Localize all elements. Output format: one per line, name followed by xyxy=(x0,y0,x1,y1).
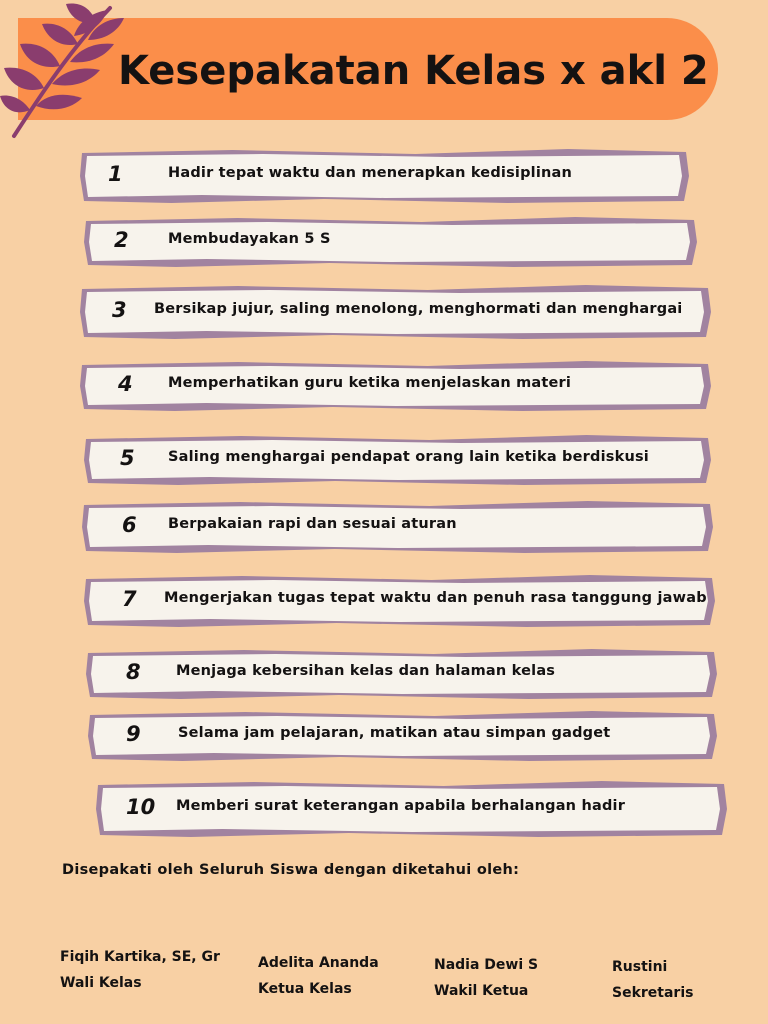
rule-item xyxy=(82,500,714,554)
rule-number: 7 xyxy=(122,587,137,611)
rule-text: Menjaga kebersihan kelas dan halaman kelas xyxy=(176,663,556,679)
rule-text: Berpakaian rapi dan sesuai aturan xyxy=(168,516,457,532)
page-title: Kesepakatan Kelas x akl 2 xyxy=(118,48,709,94)
rule-item xyxy=(84,434,712,486)
signatory-name: Adelita Ananda xyxy=(258,955,379,971)
rule-item xyxy=(88,710,718,762)
signatory-ketua-kelas xyxy=(258,950,379,1002)
signatory-role: Sekretaris xyxy=(612,985,694,1001)
signatory-name: Fiqih Kartika, SE, Gr xyxy=(60,949,220,965)
rule-number: 4 xyxy=(118,372,133,396)
rule-text: Memberi surat keterangan apabila berhalangan hadir xyxy=(176,798,626,814)
rule-text: Saling menghargai pendapat orang lain ketika berdiskusi xyxy=(168,449,649,465)
rule-item xyxy=(80,148,690,204)
rule-number: 9 xyxy=(126,722,141,746)
leaf-branch-icon xyxy=(0,0,130,140)
signatory-role: Wakil Ketua xyxy=(434,983,529,999)
signatory-name: Nadia Dewi S xyxy=(434,957,539,973)
rule-item xyxy=(84,574,716,628)
rule-number: 3 xyxy=(112,298,127,322)
agreement-note: Disepakati oleh Seluruh Siswa dengan diketahui oleh: xyxy=(62,862,520,878)
signatory-role: Ketua Kelas xyxy=(258,981,352,997)
rule-text: Mengerjakan tugas tepat waktu dan penuh rasa tanggung jawab xyxy=(164,590,707,606)
rule-item xyxy=(86,648,718,700)
rule-number: 1 xyxy=(108,162,123,186)
rule-item xyxy=(84,216,698,268)
rule-number: 8 xyxy=(126,660,141,684)
signatory-wali-kelas xyxy=(60,944,220,996)
rule-number: 5 xyxy=(120,446,135,470)
signatory-sekretaris xyxy=(612,954,693,1006)
rule-number: 6 xyxy=(122,513,137,537)
rule-number: 2 xyxy=(114,228,129,252)
rule-number: 10 xyxy=(126,795,156,819)
rule-item xyxy=(80,284,712,340)
rule-text: Membudayakan 5 S xyxy=(168,231,331,247)
signatory-wakil-ketua xyxy=(434,952,538,1004)
rule-text: Memperhatikan guru ketika menjelaskan materi xyxy=(168,375,572,391)
signatory-name: Rustini xyxy=(612,959,668,975)
rule-text: Selama jam pelajaran, matikan atau simpan gadget xyxy=(178,725,611,741)
rule-item xyxy=(80,360,712,412)
rule-text: Bersikap jujur, saling menolong, menghormati dan menghargai xyxy=(154,301,683,317)
rule-item xyxy=(96,780,728,838)
signatory-role: Wali Kelas xyxy=(60,975,142,991)
rule-text: Hadir tepat waktu dan menerapkan kedisiplinan xyxy=(168,165,573,181)
